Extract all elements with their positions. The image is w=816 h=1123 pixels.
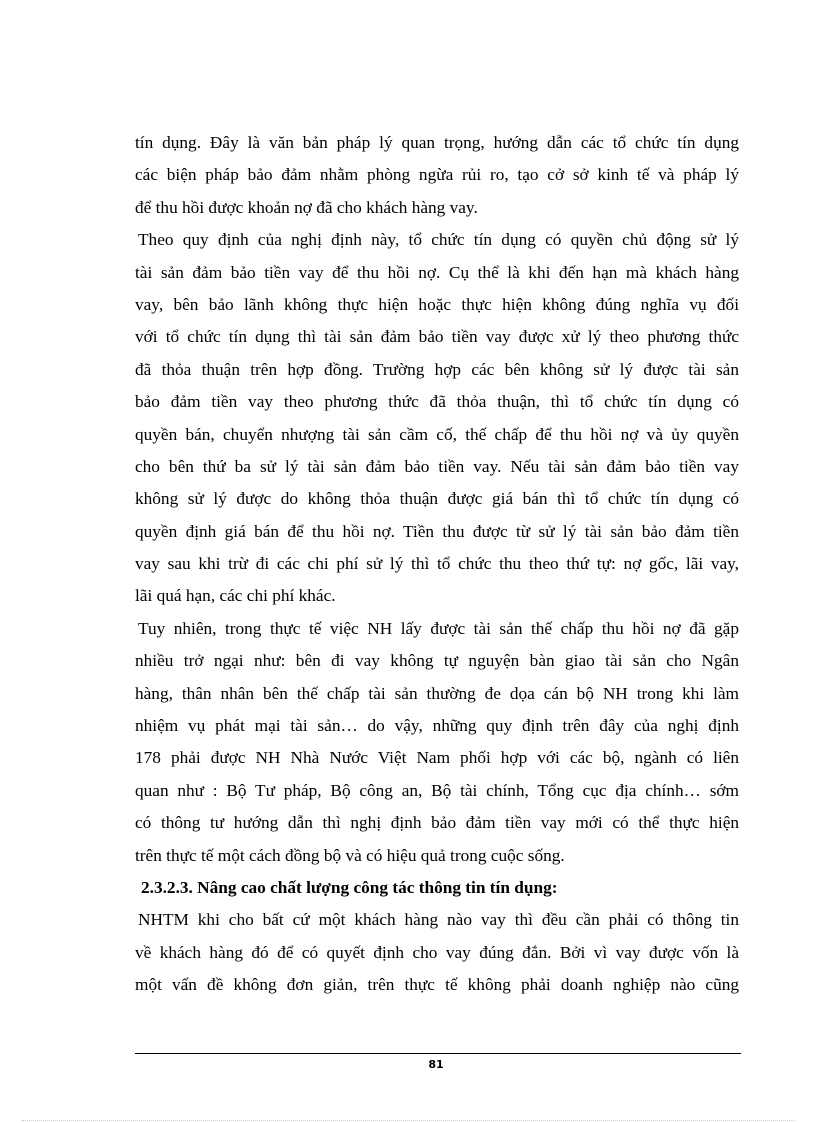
section-heading: 2.3.2.3. Nâng cao chất lượng công tác thông tin tín dụng: [141, 877, 558, 897]
text-line: quan như : Bộ Tư pháp, Bộ công an, Bộ tài chính, Tổng cục địa chính… sớm [135, 780, 739, 800]
text-line: trên thực tế một cách đồng bộ và có hiệu quả trong cuộc sống. [135, 845, 565, 865]
text-line: 178 phải được NH Nhà Nước Việt Nam phối hợp với các bộ, ngành có liên [135, 748, 739, 768]
text-line: một vấn đề không đơn giản, trên thực tế không phải doanh nghiệp nào cũng [135, 975, 739, 995]
text-line: có thông tư hướng dẫn thì nghị định bảo đảm tiền vay mới có thể thực hiện [135, 813, 739, 833]
body-text [135, 127, 739, 1002]
text-line: vay, bên bảo lãnh không thực hiện hoặc thực hiện không đúng nghĩa vụ đối [135, 294, 739, 314]
text-line: cho bên thứ ba sử lý tài sản đảm bảo tiền vay. Nếu tài sản đảm bảo tiền vay [135, 456, 739, 476]
text-line: bảo đảm tiền vay theo phương thức đã thỏa thuận, thì tổ chức tín dụng có [135, 392, 739, 412]
text-line: lãi quá hạn, các chi phí khác. [135, 586, 336, 606]
text-line: hàng, thân nhân bên thế chấp tài sản thường đe dọa cán bộ NH trong khi làm [135, 683, 739, 703]
text-line: NHTM khi cho bất cứ một khách hàng nào vay thì đều cần phải có thông tin [138, 910, 739, 930]
text-line: tài sản đảm bảo tiền vay để thu hồi nợ. Cụ thể là khi đến hạn mà khách hàng [135, 262, 739, 282]
text-line: Tuy nhiên, trong thực tế việc NH lấy được tài sản thế chấp thu hồi nợ đã gặp [138, 618, 739, 638]
text-line: quyền định giá bán để thu hồi nợ. Tiền thu được từ sử lý tài sản bảo đảm tiền [135, 521, 739, 541]
text-line: nhiệm vụ phát mại tài sản… do vậy, những quy định trên đây của nghị định [135, 716, 739, 736]
text-line: đã thỏa thuận trên hợp đồng. Trường hợp các bên không sử lý được tài sản [135, 359, 739, 379]
text-line: tín dụng. Đây là văn bản pháp lý quan trọng, hướng dẫn các tổ chức tín dụng [135, 133, 739, 152]
text-line: không sử lý được do không thỏa thuận được giá bán thì tổ chức tín dụng có [135, 489, 739, 509]
page-bottom-border [22, 1120, 794, 1121]
text-line: các biện pháp bảo đảm nhằm phòng ngừa rủi ro, tạo cở sở kinh tế và pháp lý [135, 165, 739, 185]
text-line: vay sau khi trừ đi các chi phí sử lý thì tổ chức thu theo thứ tự: nợ gốc, lãi vay, [135, 554, 739, 574]
footer-divider [135, 1053, 741, 1054]
text-line: về khách hàng đó để có quyết định cho vay đúng đắn. Bởi vì vay được vốn là [135, 942, 739, 962]
text-line: với tổ chức tín dụng thì tài sản đảm bảo tiền vay được xử lý theo phương thức [135, 327, 739, 347]
page-number: 81 [428, 1058, 444, 1071]
text-line: quyền bán, chuyển nhượng tài sản cầm cố, thế chấp để thu hồi nợ và ủy quyền [135, 424, 739, 444]
text-line: nhiều trở ngại như: bên đi vay không tự nguyện bàn giao tài sản cho Ngân [135, 651, 739, 671]
text-line: để thu hồi được khoản nợ đã cho khách hàng vay. [135, 197, 478, 217]
text-line: Theo quy định của nghị định này, tổ chức tín dụng có quyền chủ động sử lý [138, 230, 739, 250]
